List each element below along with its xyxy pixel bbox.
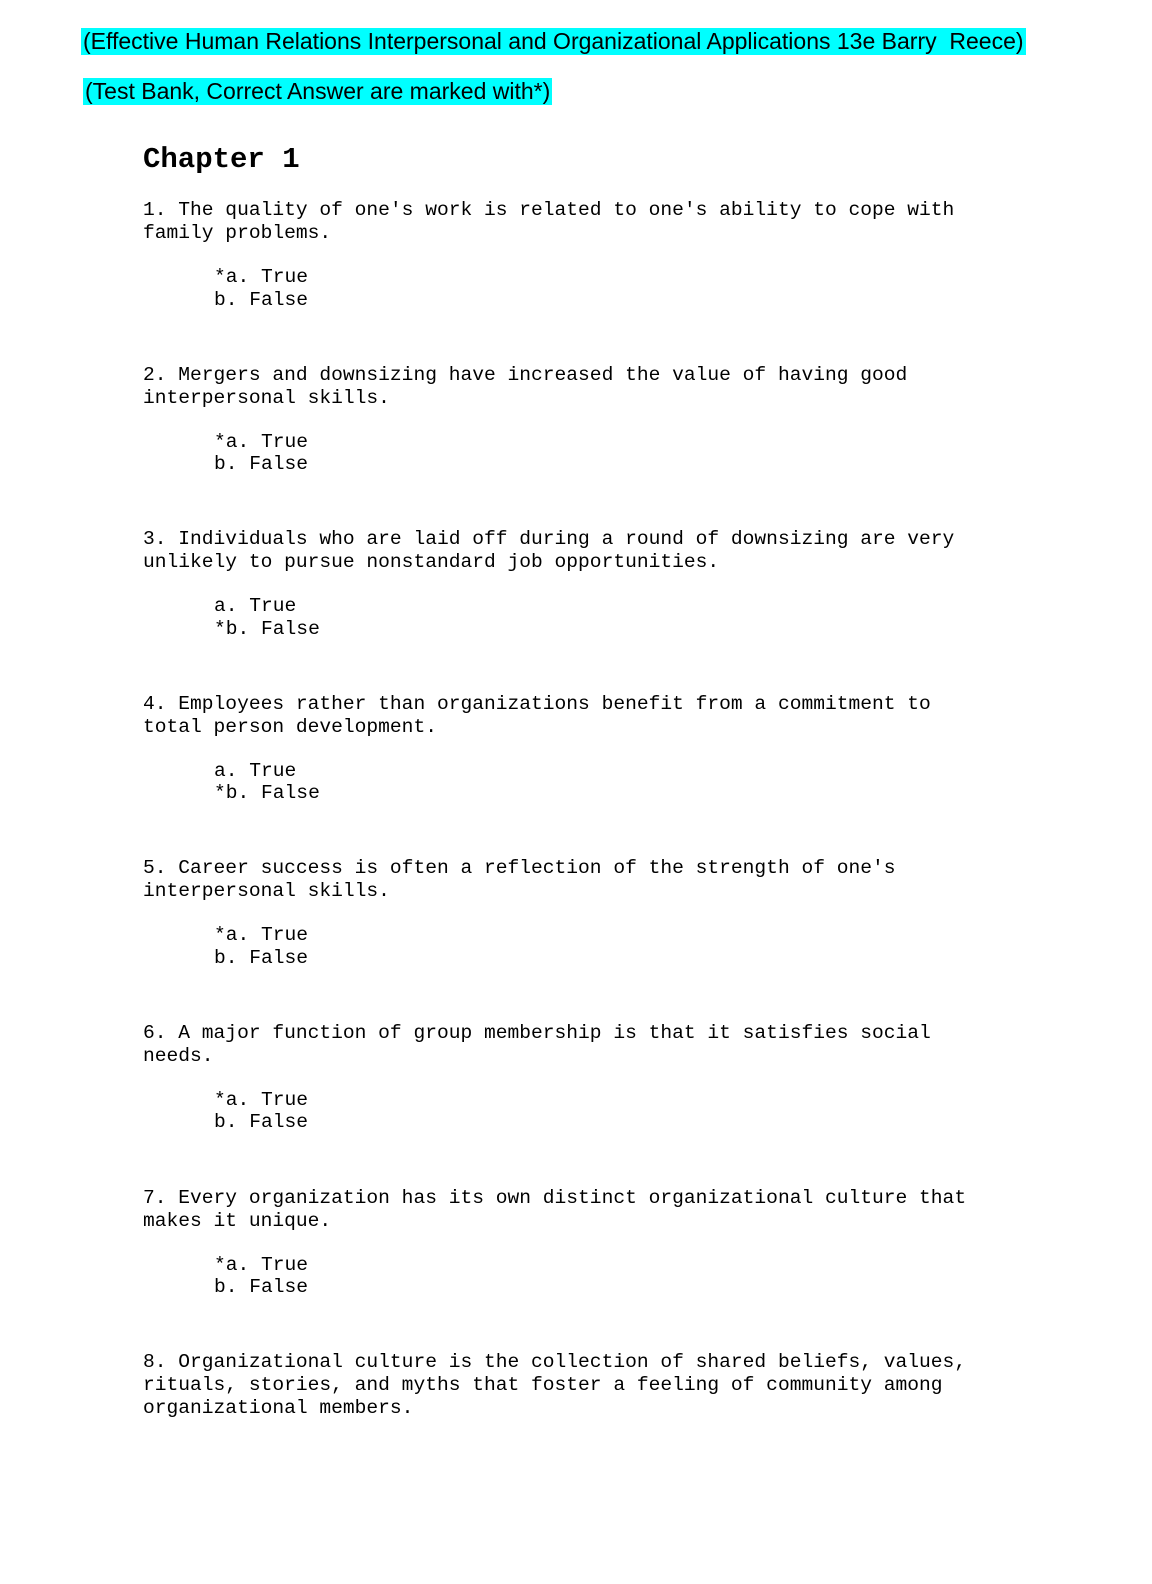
question-line: interpersonal skills.	[143, 386, 390, 409]
chapter-heading: Chapter 1	[143, 143, 300, 176]
question-line: 5. Career success is often a reflection of the strength of one's	[143, 857, 896, 880]
question-line: 6. A major function of group membership is that it satisfies social	[143, 1021, 931, 1044]
question-text	[143, 693, 1023, 739]
document-title: (Effective Human Relations Interpersonal and Organizational Applications 13e Barry Reece)	[83, 28, 1024, 54]
question-text	[143, 1022, 1023, 1068]
question-6	[143, 1022, 1023, 1187]
answer-option: b. False	[214, 1276, 309, 1299]
question-line: 2. Mergers and downsizing have increased the value of having good	[143, 363, 908, 386]
answer-option: b. False	[214, 288, 309, 311]
answer-option: *a. True	[214, 1253, 309, 1276]
question-text	[143, 528, 1023, 574]
answer-option: a. True	[214, 759, 297, 782]
answer-option: b. False	[214, 1111, 309, 1134]
question-line: 3. Individuals who are laid off during a round of downsizing are very	[143, 528, 955, 551]
answer-option: b. False	[214, 946, 309, 969]
answer-options	[214, 924, 1023, 969]
answer-option: *a. True	[214, 430, 309, 453]
question-line: rituals, stories, and myths that foster a feeling of community among	[143, 1374, 943, 1397]
answer-option: a. True	[214, 595, 297, 618]
question-line: 1. The quality of one's work is related to one's ability to cope with	[143, 199, 955, 221]
document-subtitle: (Test Bank, Correct Answer are marked with*)	[85, 78, 551, 104]
question-line: organizational members.	[143, 1397, 414, 1420]
question-8	[143, 1351, 1023, 1516]
question-text	[143, 364, 1023, 410]
question-text	[143, 199, 1023, 245]
answer-option: *a. True	[214, 924, 309, 947]
answer-option: *b. False	[214, 782, 320, 805]
answer-options	[214, 1254, 1023, 1299]
answer-option: b. False	[214, 453, 309, 476]
question-line: 4. Employees rather than organizations benefit from a commitment to	[143, 692, 931, 715]
question-4	[143, 693, 1023, 858]
answer-options	[214, 1089, 1023, 1134]
answer-option: *a. True	[214, 1088, 309, 1111]
question-line: interpersonal skills.	[143, 880, 390, 903]
question-line: makes it unique.	[143, 1209, 332, 1232]
question-7	[143, 1187, 1023, 1352]
answer-options	[214, 266, 1023, 311]
question-line: needs.	[143, 1044, 214, 1067]
question-text	[143, 857, 1023, 903]
question-1	[143, 199, 1023, 364]
question-2	[143, 364, 1023, 529]
question-3	[143, 528, 1023, 693]
answer-options	[214, 760, 1023, 805]
answer-option: *a. True	[214, 266, 309, 288]
question-line: 8. Organizational culture is the collection of shared beliefs, values,	[143, 1351, 967, 1374]
answer-options	[214, 595, 1023, 640]
answer-option: *b. False	[214, 617, 320, 640]
question-list	[143, 199, 1023, 1516]
question-text	[143, 1351, 1023, 1420]
question-line: total person development.	[143, 715, 437, 738]
question-line: 7. Every organization has its own distinct organizational culture that	[143, 1186, 967, 1209]
question-5	[143, 857, 1023, 1022]
answer-options	[214, 431, 1023, 476]
question-line: family problems.	[143, 222, 332, 244]
question-text	[143, 1187, 1023, 1233]
question-line: unlikely to pursue nonstandard job opportunities.	[143, 551, 720, 574]
